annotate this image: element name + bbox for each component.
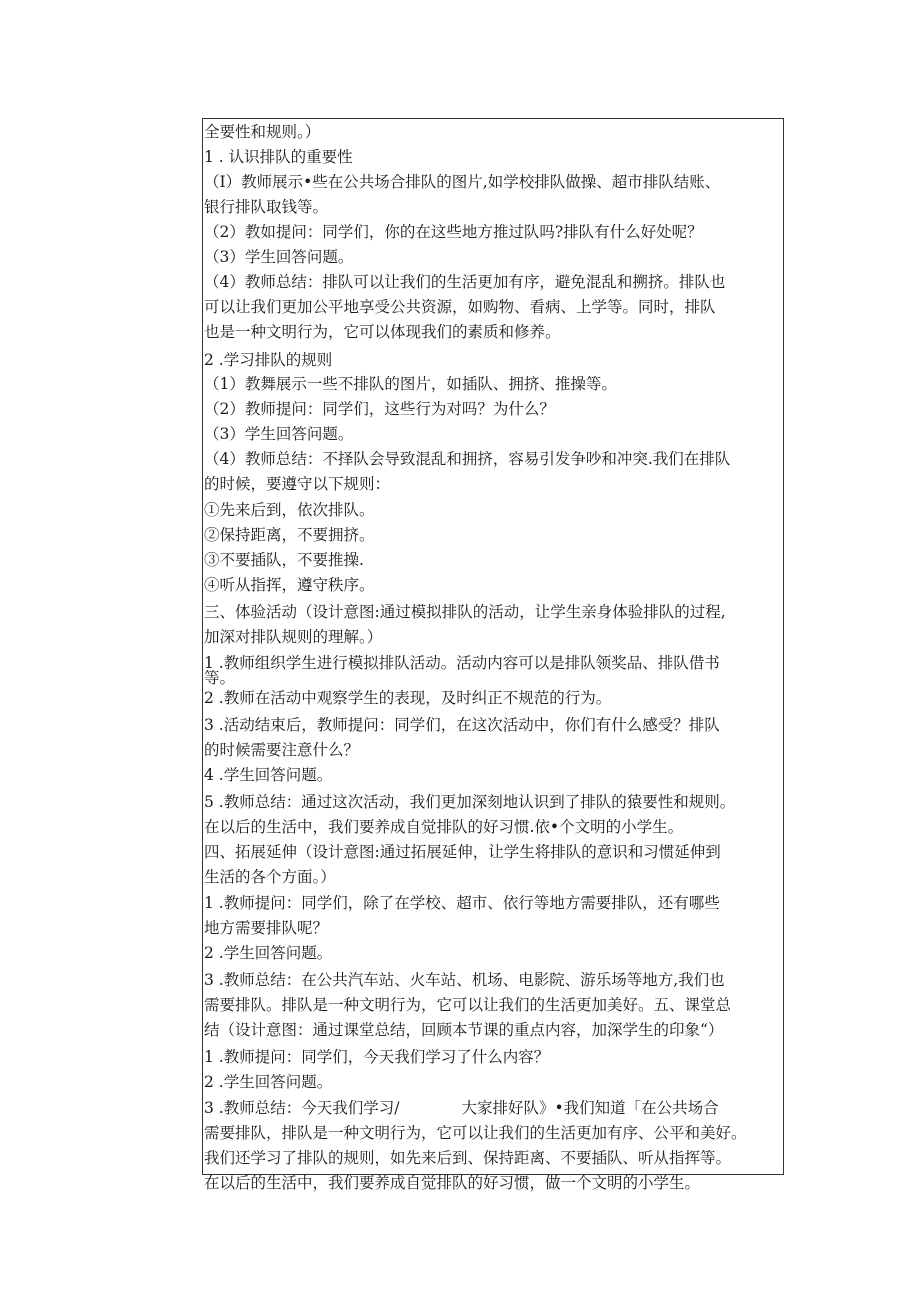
text-line: （2）教师提问：同学们，这些行为对吗？为什么？ [204,400,555,418]
text-line: 四、拓展延伸（设计意图:通过拓展延伸，让学生将排队的意识和习惯延伸到 [204,843,721,861]
text-line: 2 .学习排队的规则 [204,351,333,369]
text-line: 1 . 认识排队的重要性 [204,148,353,166]
text-line: 4 .学生回答问题。 [204,766,333,784]
text-line: 2 .学生回答问题。 [204,1073,333,1091]
text-line: 2 .学生回答问题。 [204,944,333,962]
text-line: （4）教师总结：不择队会导致混乱和拥挤，容易引发争吵和冲突.我们在排队 [204,450,731,468]
text-line: ③不要插队，不要推操. [204,551,364,569]
text-line: ①先来后到，依次排队。 [204,501,375,519]
text-line: 加深对排队规则的理解。） [204,628,383,646]
text-line: 银行排队取钱等。 [204,198,329,216]
text-line: 3 .教师总结：在公共汽车站、火车站、机场、电影院、游乐场等地方,我们也 [204,971,725,989]
text-line: 5 .教师总结：通过这次活动，我们更加深刻地认识到了排队的猿要性和规则。 [204,793,736,811]
text-line: 1 .教师组织学生进行模拟排队活动。活动内容可以是排队领奖品、排队借书 [204,654,720,672]
text-line: 地方需要排队呢？ [204,919,329,937]
text-line: 的时候，要遵守以下规则： [204,475,391,493]
text-line: （3）学生回答问题。 [204,425,354,443]
text-line: （4）教师总结：排队可以让我们的生活更加有序，避免混乱和搠挤。排队也 [204,273,726,291]
text-line: （I）教师展示•些在公共场合排队的图片,如学校排队做操、超市排队结账、 [204,173,721,191]
text-line: 需要排队。排队是一种文明行为，它可以让我们的生活更加美好。五、课堂总 [204,996,732,1014]
text-line: 在以后的生活中，我们要养成自觉排队的好习惯.依•个文明的小学生。 [204,818,684,836]
text-line: 也是一种文明行为，它可以体现我们的素质和修养。 [204,323,561,341]
text-line: 3 .教师总结：今天我们学习/ 大家排好队》•我们知道「在公共场合 [204,1099,719,1117]
text-line: 结（设计意图：通过课堂总结，回顾本节课的重点内容，加深学生的印象“） [204,1021,724,1039]
text-line: ④听从指挥，遵守秩序。 [204,576,375,594]
text-line: 全要性和规则。） [204,123,321,141]
text-line: 需要排队，排队是一种文明行为，它可以让我们的生活更加有序、公平和美好。 [204,1124,747,1142]
text-line: 在以后的生活中，我们要养成自觉排队的好习惯，做一个文明的小学生。 [204,1174,701,1192]
text-line: （2）教如提问：同学们，你的在这些地方推过队吗?排队有什么好处呢？ [204,223,703,241]
text-line: 生活的各个方面。） [204,868,336,886]
text-line: 3 .活动结束后，教师提问：同学们，在这次活动中，你们有什么感受？排队 [204,716,720,734]
text-line: 1 .教师提问：同学们，今天我们学习了什么内容？ [204,1048,550,1066]
text-line: 的时候需要注意什么？ [204,741,360,759]
text-line: 三、体验活动（设计意图:通过模拟排队的活动，让学生亲身体验排队的过程, [204,603,726,621]
text-line: 等。 [204,669,236,687]
text-line: （1）教舞展示一些不排队的图片，如插队、拥挤、推操等。 [204,375,617,393]
text-line: 2 .教师在活动中观察学生的表现，及时纠正不规范的行为。 [204,689,612,707]
text-line: 可以让我们更加公平地享受公共资源，如购物、看病、上学等。同时，排队 [204,298,716,316]
text-line: （3）学生回答问题。 [204,248,354,266]
text-line: ②保持距离，不要拥挤。 [204,526,375,544]
text-line: 1 .教师提问：同学们，除了在学校、超市、依行等地方需要排队，还有哪些 [204,894,720,912]
text-line: 我们还学习了排队的规则，如先来后到、保持距离、不要插队、听从指挥等。 [204,1149,732,1167]
